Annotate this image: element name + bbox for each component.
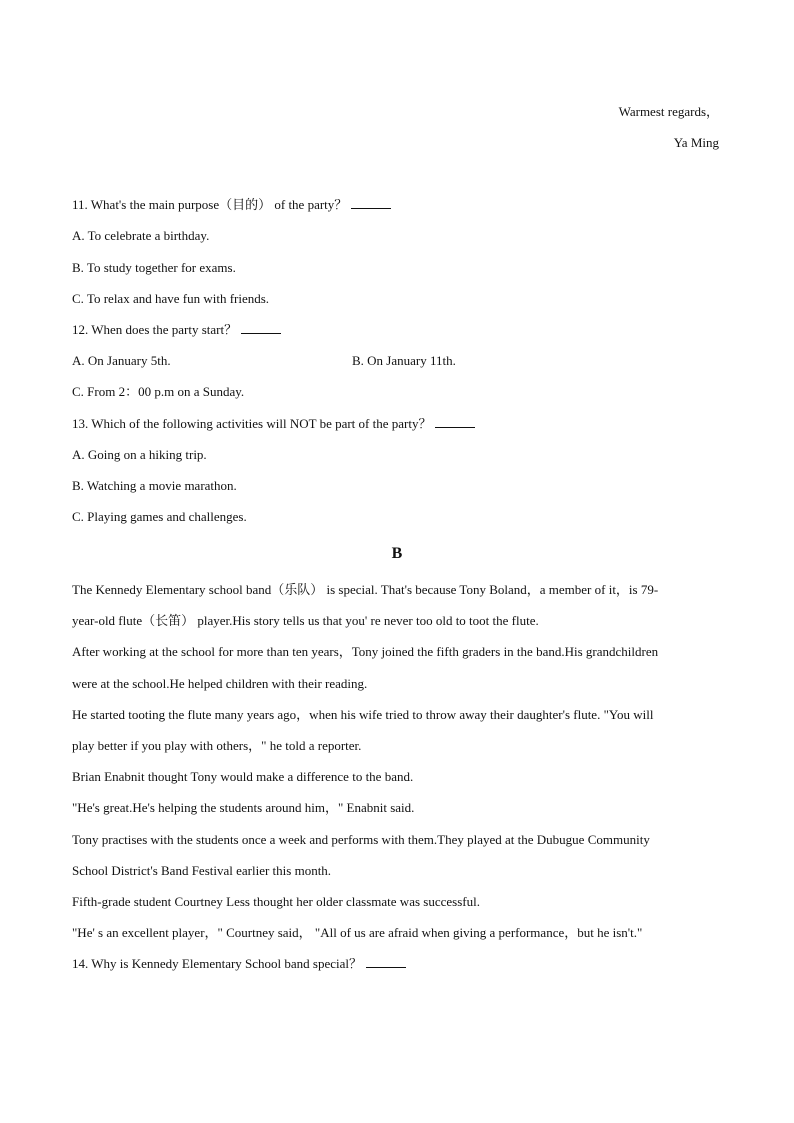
option-13-c: C. Playing games and challenges.: [72, 509, 247, 524]
closing-name: Ya Ming: [673, 135, 719, 150]
option-12-b: B. On January 11th.: [352, 353, 456, 368]
passage-line: School District's Band Festival earlier this month.: [72, 863, 332, 878]
question-13-stem: 13. Which of the following activities will NOT be part of the party？: [72, 416, 432, 431]
question-11: [72, 197, 391, 213]
answer-blank-13[interactable]: [435, 416, 475, 428]
question-14-stem: 14. Why is Kennedy Elementary School band special？: [72, 956, 363, 971]
question-12-stem: 12. When does the party start？: [72, 322, 238, 337]
passage-line: The Kennedy Elementary school band（乐队） is special. That's because Tony Boland，a member of it，is 79-: [72, 582, 659, 597]
question-14: [72, 956, 406, 972]
passage-line: year-old flute（长笛） player.His story tells us that you' re never too old to toot the flute.: [72, 613, 539, 628]
passage-line: were at the school.He helped children with their reading.: [72, 676, 368, 691]
passage-line: "He's great.He's helping the students around him，" Enabnit said.: [72, 800, 415, 815]
section-b-heading: B: [391, 545, 403, 562]
option-11-a: A. To celebrate a birthday.: [72, 228, 210, 243]
passage-line: He started tooting the flute many years ago，when his wife tried to throw away their daughter's flute. "You will: [72, 707, 654, 722]
passage-line: Brian Enabnit thought Tony would make a difference to the band.: [72, 769, 414, 784]
option-11-c: C. To relax and have fun with friends.: [72, 291, 270, 306]
question-13: [72, 416, 475, 432]
passage-line: "He' s an excellent player，" Courtney said， "All of us are afraid when giving a performance，but he isn't.": [72, 925, 643, 940]
closing-regards: Warmest regards，: [618, 104, 719, 119]
passage-line: Tony practises with the students once a week and performs with them.They played at the Dubugue Community: [72, 832, 650, 847]
question-11-stem: 11. What's the main purpose（目的） of the party？: [72, 197, 348, 212]
option-13-a: A. Going on a hiking trip.: [72, 447, 207, 462]
option-12-c: C. From 2：00 p.m on a Sunday.: [72, 384, 245, 399]
option-11-b: B. To study together for exams.: [72, 260, 236, 275]
passage-line: play better if you play with others，" he told a reporter.: [72, 738, 362, 753]
passage-line: Fifth-grade student Courtney Less thought her older classmate was successful.: [72, 894, 480, 909]
option-13-b: B. Watching a movie marathon.: [72, 478, 237, 493]
passage-line: After working at the school for more than ten years，Tony joined the fifth graders in the band.His grandchildren: [72, 644, 659, 659]
answer-blank-14[interactable]: [366, 956, 406, 968]
answer-blank-12[interactable]: [241, 322, 281, 334]
answer-blank-11[interactable]: [351, 197, 391, 209]
question-12: [72, 322, 281, 338]
option-12-a: A. On January 5th.: [72, 353, 171, 368]
